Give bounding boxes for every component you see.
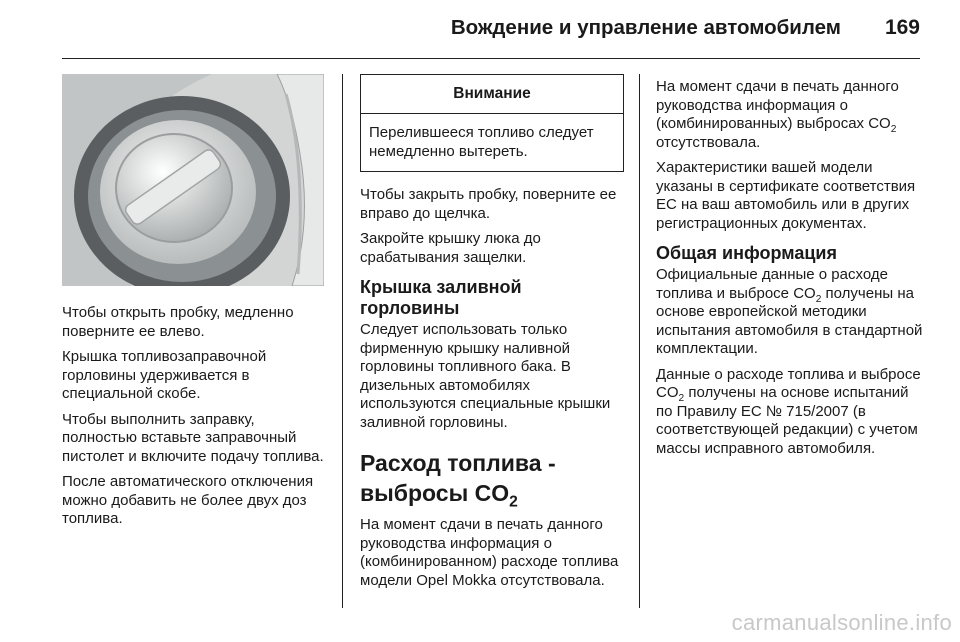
fuel-cap-illustration	[62, 74, 324, 286]
paragraph: Характеристики вашей модели указаны в сертификате соответствия ЕС на ваш автомобиль или в других регистрационных документах.	[656, 159, 916, 232]
warning-box	[360, 74, 624, 172]
column-divider-1	[342, 74, 343, 608]
section-heading-filler-cap: Крышка заливной горловины	[360, 277, 522, 318]
main-heading-line2: выбросы CO	[360, 480, 510, 506]
warning-text: Перелившееся топливо следует немедленно вытереть.	[369, 124, 594, 160]
paragraph	[656, 78, 924, 152]
text-run: отсутствовала.	[656, 133, 761, 151]
page-number: 169	[884, 16, 920, 39]
page-header	[62, 16, 920, 46]
text-run: получены на основе испытаний по Правилу ЕС № 715/2007 (в соответствующей редакции) с учетом массы исправного автомобиля.	[656, 384, 918, 457]
paragraph: Чтобы закрыть пробку, поверните ее вправо до щелчка.	[360, 186, 617, 222]
header-rule	[62, 58, 920, 59]
paragraph: Крышка топливозаправочной горловины удерживается в специальной скобе.	[62, 348, 267, 402]
main-heading-fuel-consumption	[360, 448, 624, 511]
warning-title: Внимание	[361, 75, 623, 114]
text-run: получены на основе европейской методики испытания автомобиля в стандартной комплектации.	[656, 284, 923, 357]
paragraph: После автоматического отключения можно добавить не более двух доз топлива.	[62, 473, 314, 527]
subscript: 2	[815, 293, 822, 305]
watermark: carmanualsonline.info	[731, 610, 952, 635]
paragraph: Следует использовать только фирменную крышку наливной горловины топливного бака. В дизельных автомобилях используются специальные крышки заливной горловины.	[360, 321, 611, 431]
page-title: Вождение и управление автомобилем	[450, 16, 841, 39]
text-run: На момент сдачи в печать данного руководства информация о (комбинированных) выбросах CO	[656, 78, 899, 132]
column-3	[656, 78, 924, 465]
subscript: 2	[890, 124, 897, 135]
column-1	[62, 74, 324, 536]
paragraph	[656, 266, 924, 359]
subscript: 2	[509, 493, 518, 511]
section-heading-general-info: Общая информация	[656, 243, 837, 263]
text-run: Официальные данные о расходе топлива и выбросе CO	[656, 266, 888, 302]
column-2	[360, 74, 624, 597]
fuel-cap-photo	[62, 74, 324, 286]
main-heading-line1: Расход топлива -	[360, 450, 556, 476]
text-run: Данные о расходе топлива и выбросе CO	[656, 365, 921, 401]
subscript: 2	[678, 393, 685, 404]
paragraph: На момент сдачи в печать данного руководства информация о (комбинированном) расходе топлива модели Opel Mokka отсутствовала.	[360, 516, 619, 589]
paragraph: Чтобы выполнить заправку, полностью вставьте заправочный пистолет и включите подачу топлива.	[62, 410, 324, 465]
paragraph	[656, 366, 924, 459]
paragraph: Закройте крышку люка до срабатывания защелки.	[360, 230, 541, 266]
paragraph: Чтобы открыть пробку, медленно поверните ее влево.	[62, 304, 294, 340]
column-divider-2	[639, 74, 640, 608]
